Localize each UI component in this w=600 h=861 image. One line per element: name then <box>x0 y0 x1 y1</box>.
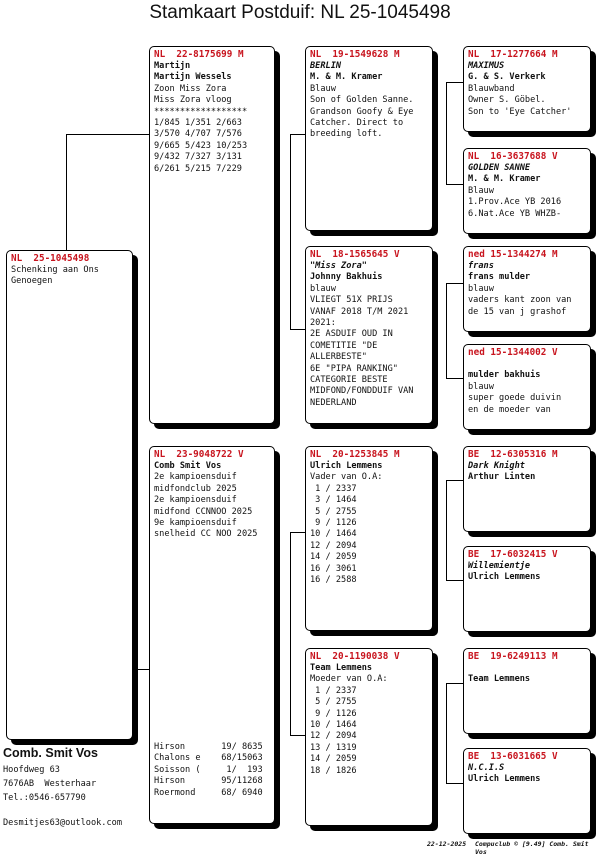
connector-line <box>446 378 464 379</box>
note-line: 5 / 2755 <box>310 697 357 708</box>
breeder-name: Comb Smit Vos <box>154 461 222 471</box>
connector-line <box>290 735 306 736</box>
note-line: blauw <box>310 283 336 294</box>
note-line: Blauw <box>468 185 494 196</box>
note-line: 2021: <box>310 318 336 329</box>
owner-city: 7676AB Westerhaar <box>3 779 97 789</box>
race-result: Hirson 19/ 8635 <box>154 742 263 752</box>
breeder-name: Arthur Linten <box>468 472 536 483</box>
ring-number: NL 16-3637688 V <box>468 151 558 162</box>
note-line: Blauw <box>310 83 336 94</box>
owner-phone: Tel.:0546-657790 <box>3 793 86 803</box>
note-line: ALLERBESTE" <box>310 352 367 363</box>
note-line: Catcher. Direct to <box>310 118 404 129</box>
note-line: 12 / 2094 <box>310 540 357 551</box>
connector-line <box>290 134 306 135</box>
note-line: blauw <box>468 381 494 392</box>
ring-number: BE 13-6031665 V <box>468 751 558 762</box>
owner-address: Hoofdweg 63 <box>3 765 60 775</box>
connector-line <box>446 82 464 83</box>
breeder-name: Team Lemmens <box>468 674 531 685</box>
connector-line <box>446 580 464 581</box>
race-results <box>154 742 263 799</box>
note-line: 6/261 5/215 7/229 <box>154 163 242 174</box>
pigeon-name: GOLDEN SANNE <box>468 163 531 173</box>
pigeon-name: N.C.I.S <box>468 763 505 773</box>
subject-notes <box>11 265 128 288</box>
breeder-name: Johnny Bakhuis <box>310 272 383 283</box>
note-line: MIDFOND/FONDDUIF VAN <box>310 386 414 397</box>
pigeon-card-dss[interactable] <box>463 446 591 532</box>
note-line: 3/570 4/707 7/576 <box>154 129 242 140</box>
note-line: Blauwband <box>468 83 515 94</box>
breeder-name: M. & M. Kramer <box>468 174 541 185</box>
ring-number: NL 19-1549628 M <box>310 49 400 60</box>
owner-email[interactable]: Desmitjes63@outlook.com <box>3 818 122 828</box>
breeder-name: Ulrich Lemmens <box>468 774 541 785</box>
footer-software: Compuclub © [9.49] Comb. Smit Vos <box>475 840 589 856</box>
connector-line <box>290 532 306 533</box>
note-line: Grandson Goofy & Eye <box>310 106 414 117</box>
connector-line <box>446 683 464 684</box>
note-line: blauw <box>468 283 494 294</box>
race-result: Hirson 95/11268 <box>154 776 263 787</box>
pigeon-name <box>468 663 586 674</box>
note-line: VANAF 2018 T/M 2021 <box>310 306 409 317</box>
connector-line <box>66 134 150 135</box>
pigeon-card-sire-dam[interactable] <box>305 246 433 424</box>
note-line: 1/845 1/351 2/663 <box>154 118 242 129</box>
note-line: snelheid CC NOO 2025 <box>154 529 258 540</box>
pigeon-name: Willemientje <box>468 561 531 571</box>
note-line: de 15 van j grashof <box>468 306 567 317</box>
breeder-name: Martijn Wessels <box>154 72 232 83</box>
note-line: Genoegen <box>11 276 53 287</box>
connector-line <box>446 82 447 184</box>
note-line: Zoon Miss Zora <box>154 83 227 94</box>
connector-line <box>446 184 464 185</box>
note-line: 9e kampioensduif <box>154 518 237 529</box>
note-line: 6.Nat.Ace YB WHZB- <box>468 208 562 219</box>
note-line: 1.Prov.Ace YB 2016 <box>468 197 562 208</box>
ring-number: NL 18-1565645 V <box>310 249 400 260</box>
ring-number: NL 25-1045498 <box>11 253 90 264</box>
ring-number: NL 20-1190038 V <box>310 651 400 662</box>
pigeon-card-subject[interactable] <box>6 250 133 740</box>
note-line: NEDERLAND <box>310 397 357 408</box>
breeder-name: Ulrich Lemmens <box>310 461 383 471</box>
note-line: ****************** <box>154 106 248 117</box>
breeder-name: G. & S. Verkerk <box>468 72 546 83</box>
pigeon-name: frans <box>468 261 494 271</box>
race-result: Soisson ( 1/ 193 <box>154 764 263 775</box>
note-line: VLIEGT 51X PRIJS <box>310 295 393 306</box>
connector-line <box>446 283 464 284</box>
note-line: 13 / 1319 <box>310 742 357 753</box>
pigeon-card-dam[interactable] <box>149 446 275 824</box>
pigeon-name: "Miss Zora" <box>310 261 367 271</box>
ring-number: NL 22-8175699 M <box>154 49 244 60</box>
connector-line <box>290 329 306 330</box>
note-line: Moeder van O.A: <box>310 674 388 685</box>
note-line: 16 / 3061 <box>310 563 357 574</box>
pigeon-card-dsd[interactable] <box>463 546 591 632</box>
note-line: 1 / 2337 <box>310 685 357 696</box>
note-line: 10 / 1464 <box>310 529 357 540</box>
note-line: Son to 'Eye Catcher' <box>468 106 572 117</box>
connector-line <box>290 532 291 735</box>
ring-number: BE 12-6305316 M <box>468 449 558 460</box>
note-line: 2E ASDUIF OUD IN <box>310 329 393 340</box>
note-line: COMETITIE "DE <box>310 340 378 351</box>
note-line: super goede duivin <box>468 393 562 404</box>
note-line: en de moeder van <box>468 404 551 415</box>
note-line: CATEGORIE BESTE <box>310 375 388 386</box>
note-line: 9 / 1126 <box>310 518 357 529</box>
note-line: 2e kampioensduif <box>154 495 237 506</box>
ring-number: BE 19-6249113 M <box>468 651 558 662</box>
note-line: 3 / 1464 <box>310 495 357 506</box>
pigeon-card-sds[interactable] <box>463 246 591 332</box>
note-line: 6E "PIPA RANKING" <box>310 363 398 374</box>
connector-line <box>446 283 447 378</box>
pigeon-card-sss[interactable] <box>463 46 591 132</box>
note-line: 9/432 7/327 3/131 <box>154 152 242 163</box>
pigeon-name: Martijn <box>154 61 191 71</box>
note-line: 10 / 1464 <box>310 720 357 731</box>
note-line: 16 / 2588 <box>310 575 357 586</box>
connector-line <box>446 480 447 580</box>
ring-number: NL 17-1277664 M <box>468 49 558 60</box>
owner-name: Comb. Smit Vos <box>3 746 98 760</box>
note-line: 5 / 2755 <box>310 506 357 517</box>
pigeon-name: MAXIMUS <box>468 61 505 71</box>
note-line: 12 / 2094 <box>310 731 357 742</box>
breeder-name: mulder bakhuis <box>468 370 541 381</box>
note-line: Schenking aan Ons <box>11 265 99 275</box>
note-line: Son of Golden Sanne. <box>310 95 414 106</box>
note-line: 18 / 1826 <box>310 765 357 776</box>
breeder-name: frans mulder <box>468 272 531 283</box>
connector-line <box>290 134 291 329</box>
pigeon-card-dds[interactable] <box>463 648 591 734</box>
ring-number: NL 20-1253845 M <box>310 449 400 460</box>
pigeon-card-dam-dam[interactable] <box>305 648 433 826</box>
note-line: 14 / 2059 <box>310 552 357 563</box>
pigeon-name <box>468 359 586 370</box>
breeder-name: Ulrich Lemmens <box>468 572 541 583</box>
pigeon-card-ssd[interactable] <box>463 148 591 234</box>
pigeon-name: BERLIN <box>310 61 342 71</box>
breeder-name: M. & M. Kramer <box>310 72 383 83</box>
pigeon-card-sire-sire[interactable] <box>305 46 433 231</box>
note-line: midfond CCNNOO 2025 <box>154 506 253 517</box>
note-line: 9 / 1126 <box>310 708 357 719</box>
race-result: Chalons e 68/15063 <box>154 753 263 764</box>
page-title: Stamkaart Postduif: NL 25-1045498 <box>149 2 451 23</box>
footer-date: 22-12-2025 <box>427 840 467 848</box>
note-line: vaders kant zoon van <box>468 295 572 306</box>
note-line: breeding loft. <box>310 129 383 140</box>
note-line: 14 / 2059 <box>310 754 357 765</box>
ring-number: BE 17-6032415 V <box>468 549 558 560</box>
race-result: Roermond 68/ 6940 <box>154 787 263 798</box>
note-line: 9/665 5/423 10/253 <box>154 140 248 151</box>
breeder-name: Team Lemmens <box>310 663 373 673</box>
pigeon-card-sdd[interactable] <box>463 344 591 430</box>
connector-line <box>446 683 447 783</box>
ring-number: ned 15-1344274 M <box>468 249 558 260</box>
connector-line <box>446 783 464 784</box>
note-line: Miss Zora vloog <box>154 95 232 106</box>
pigeon-card-dam-sire[interactable] <box>305 446 433 631</box>
connector-line <box>446 480 464 481</box>
ring-number: NL 23-9048722 V <box>154 449 244 460</box>
ring-number: ned 15-1344002 V <box>468 347 558 358</box>
connector-line <box>66 134 67 250</box>
pigeon-card-ddd[interactable] <box>463 748 591 834</box>
note-line: Vader van O.A: <box>310 472 383 483</box>
pigeon-card-sire[interactable] <box>149 46 275 424</box>
note-line: midfondclub 2025 <box>154 483 237 494</box>
note-line: 2e kampioensduif <box>154 472 237 483</box>
pigeon-name: Dark Knight <box>468 461 525 471</box>
note-line: Owner S. Göbel. <box>468 95 546 106</box>
note-line: 1 / 2337 <box>310 483 357 494</box>
